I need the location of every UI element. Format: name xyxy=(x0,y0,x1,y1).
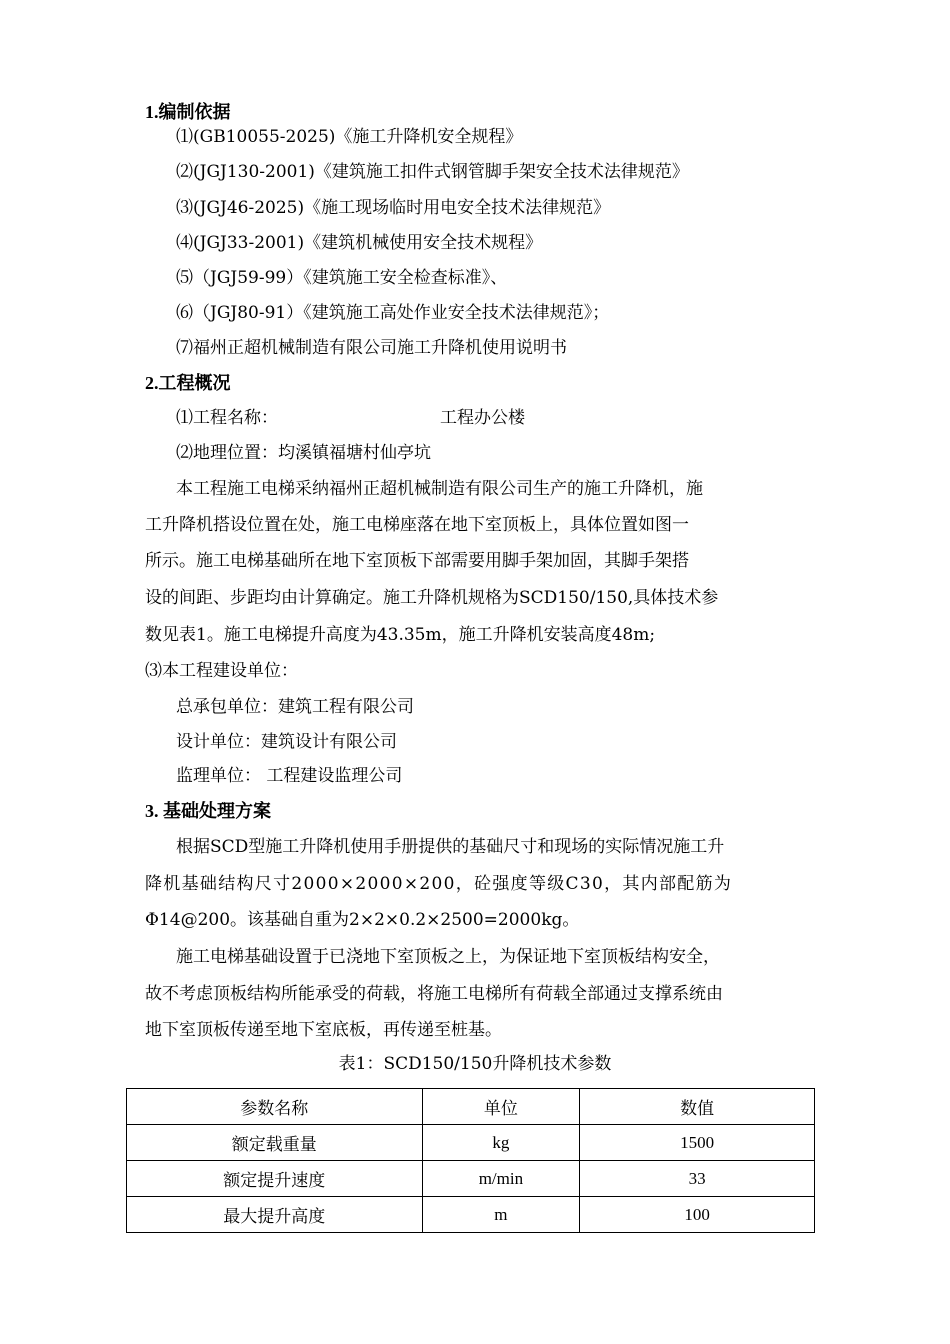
overview-line: 工升降机搭设位置在处，施工电梯座落在地下室顶板上，具体位置如图一 xyxy=(145,515,689,535)
foundation-line-text: 降机基础结构尺寸2000×2000×200，砼强度等级C30，其内部配筋为 xyxy=(145,874,733,894)
section3-heading: 3. 基础处理方案 xyxy=(145,801,271,821)
load-line: 地下室顶板传递至地下室底板，再传递至桩基。 xyxy=(145,1020,502,1040)
table-row xyxy=(127,1125,815,1161)
table-cell: m xyxy=(422,1197,580,1233)
overview-line: 所示。施工电梯基础所在地下室顶板下部需要用脚手架加固，其脚手架搭 xyxy=(145,551,689,571)
section1-heading: 1.编制依据 xyxy=(145,102,231,122)
foundation-line: Φ14@200。该基础自重为2×2×0.2×2500=2000kg。 xyxy=(145,910,580,930)
reference-item: ⑵(JGJ130-2001)《建筑施工扣件式钢管脚手架安全技术法律规范》 xyxy=(176,162,689,182)
reference-item: ⑶(JGJ46-2025)《施工现场临时用电安全技术法律规范》 xyxy=(176,198,611,218)
table-cell: m/min xyxy=(422,1161,580,1197)
project-name-label: ⑴工程名称： xyxy=(176,408,278,428)
table-header-cell: 参数名称 xyxy=(127,1089,423,1125)
table-row xyxy=(127,1197,815,1233)
reference-item: ⑹（JGJ80-91）《建筑施工高处作业安全技术法律规范》； xyxy=(176,303,610,323)
reference-item: ⑷(JGJ33-2001)《建筑机械使用安全技术规程》 xyxy=(176,233,543,253)
general-contractor: 总承包单位：建筑工程有限公司 xyxy=(176,697,414,717)
load-line: 施工电梯基础设置于已浇地下室顶板之上，为保证地下室顶板结构安全， xyxy=(176,947,720,967)
foundation-line xyxy=(145,872,805,896)
table-cell: 1500 xyxy=(580,1125,815,1161)
table-cell: 最大提升高度 xyxy=(127,1197,423,1233)
table-header-cell: 单位 xyxy=(422,1089,580,1125)
section2-heading: 2.工程概况 xyxy=(145,373,231,393)
table-row xyxy=(127,1161,815,1197)
reference-item: ⑺福州正超机械制造有限公司施工升降机使用说明书 xyxy=(176,338,567,358)
table-header-row xyxy=(127,1089,815,1125)
overview-line: 数见表1。施工电梯提升高度为43.35m，施工升降机安装高度48m; xyxy=(145,625,656,645)
reference-item: ⑸（JGJ59-99）《建筑施工安全检查标准》、 xyxy=(176,268,508,288)
table-cell: 额定提升速度 xyxy=(127,1161,423,1197)
supervisor: 监理单位： 工程建设监理公司 xyxy=(176,766,403,786)
overview-line: 本工程施工电梯采纳福州正超机械制造有限公司生产的施工升降机，施 xyxy=(176,479,703,499)
reference-item: ⑴(GB10055-2025)《施工升降机安全规程》 xyxy=(176,127,523,147)
overview-line: 设的间距、步距均由计算确定。施工升降机规格为SCD150/150,具体技术参 xyxy=(145,588,719,608)
table-header-cell: 数值 xyxy=(580,1089,815,1125)
designer: 设计单位：建筑设计有限公司 xyxy=(176,732,397,752)
foundation-line: 根据SCD型施工升降机使用手册提供的基础尺寸和现场的实际情况施工升 xyxy=(176,837,725,857)
parameters-table xyxy=(126,1088,815,1233)
table-cell: 100 xyxy=(580,1197,815,1233)
table-cell: 额定载重量 xyxy=(127,1125,423,1161)
table-cell: kg xyxy=(422,1125,580,1161)
load-line: 故不考虑顶板结构所能承受的荷载，将施工电梯所有荷载全部通过支撑系统由 xyxy=(145,984,723,1004)
table-cell: 33 xyxy=(580,1161,815,1197)
project-name-value: 工程办公楼 xyxy=(440,408,525,428)
units-heading: ⑶本工程建设单位： xyxy=(145,661,298,681)
project-location: ⑵地理位置：均溪镇福塘村仙亭坑 xyxy=(176,443,431,463)
table-caption: 表1：SCD150/150升降机技术参数 xyxy=(338,1054,612,1074)
